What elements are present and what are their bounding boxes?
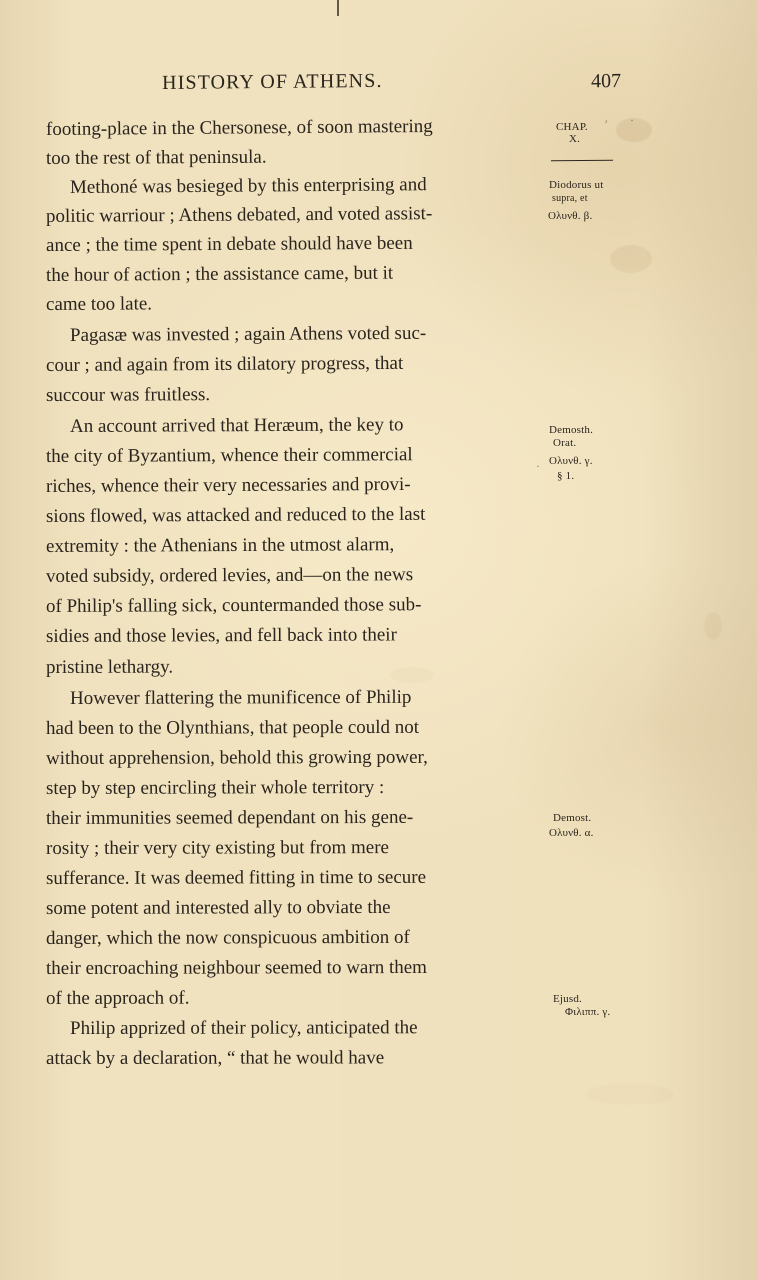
text-line: without apprehension, behold this growing power,: [45, 746, 428, 769]
text-line: An account arrived that Heræum, the key to: [69, 414, 404, 437]
text-line: riches, whence their very necessaries and provi-: [45, 473, 411, 497]
chapter-rule: [551, 160, 613, 161]
paper-stain: [616, 118, 652, 142]
text-line: cour ; and again from its dilatory progress, that: [45, 352, 404, 376]
margin-note-demost: Ολυνθ. α.: [549, 827, 594, 839]
running-title: HISTORY OF ATHENS.: [162, 69, 383, 94]
text-line: extremity : the Athenians in the utmost alarm,: [45, 534, 395, 557]
margin-note-demost: Demost.: [553, 812, 592, 824]
text-line: pristine lethargy.: [45, 656, 174, 678]
page-header: [162, 69, 622, 102]
margin-note-demosthenes: Ολυνθ. γ.: [549, 455, 593, 467]
page-edge-mark: [337, 0, 339, 16]
text-line: of Philip's falling sick, countermanded those sub-: [45, 594, 422, 617]
text-line: some potent and interested ally to obviate the: [45, 896, 391, 919]
text-line: of the approach of.: [45, 987, 190, 1009]
text-line: sidies and those levies, and fell back into their: [45, 624, 397, 647]
text-line: voted subsidy, ordered levies, and—on the news: [45, 564, 414, 587]
text-line: step by step encircling their whole territory :: [45, 776, 385, 799]
text-line: sions flowed, was attacked and reduced to the last: [45, 503, 426, 527]
margin-speck: ·: [630, 113, 634, 127]
margin-note-ejusd: Ejusd.: [553, 993, 583, 1005]
text-line: rosity ; their very city existing but from mere: [45, 837, 390, 859]
margin-note-chapter: CHAP.: [556, 121, 588, 133]
text-line: Pagasæ was invested ; again Athens voted suc-: [69, 322, 427, 346]
text-line: the city of Byzantium, whence their commercial: [45, 444, 413, 467]
margin-note-diodorus: Diodorus ut: [549, 179, 604, 191]
margin-note-diodorus: Ολυνθ. β.: [548, 210, 593, 222]
page-number: 407: [591, 70, 622, 93]
text-line: attack by a declaration, “ that he would have: [45, 1047, 385, 1069]
text-line: footing-place in the Chersonese, of soon mastering: [45, 115, 433, 140]
text-line: sufferance. It was deemed fitting in time to secure: [45, 866, 427, 889]
margin-note-chapter-number: X.: [569, 133, 581, 145]
text-line: their encroaching neighbour seemed to warn them: [45, 956, 427, 979]
text-line: danger, which the now conspicuous ambition of: [45, 926, 410, 949]
text-line: Philip apprized of their policy, anticipated the: [69, 1017, 418, 1039]
paper-stain: [610, 245, 652, 273]
main-text: [45, 115, 546, 1078]
text-line: ance ; the time spent in debate should have been: [45, 232, 413, 256]
text-line: Methoné was besieged by this enterprising and: [69, 174, 427, 198]
text-line: succour was fruitless.: [45, 384, 211, 406]
text-line: However flattering the munificence of Philip: [69, 686, 412, 709]
margin-note-demosthenes: Demosth.: [549, 424, 594, 436]
margin-note-ejusd: Φιλιππ. γ.: [565, 1006, 611, 1018]
text-line: the hour of action ; the assistance came, but it: [45, 262, 394, 286]
text-line: had been to the Olynthians, that people could not: [45, 716, 420, 739]
paper-stain: [704, 612, 722, 640]
margin-speck: ·: [536, 459, 540, 473]
text-line: too the rest of that peninsula.: [45, 146, 267, 169]
margin-note-demosthenes: § 1.: [557, 470, 575, 482]
paper-stain: [586, 1083, 674, 1105]
margin-note-diodorus: supra, et: [552, 193, 588, 204]
text-line: came too late.: [45, 293, 153, 315]
margin-speck: ′: [605, 117, 608, 131]
text-line: politic warriour ; Athens debated, and voted assist-: [45, 203, 433, 227]
text-line: their immunities seemed dependant on his gene-: [45, 806, 414, 829]
margin-note-demosthenes: Orat.: [553, 437, 577, 449]
